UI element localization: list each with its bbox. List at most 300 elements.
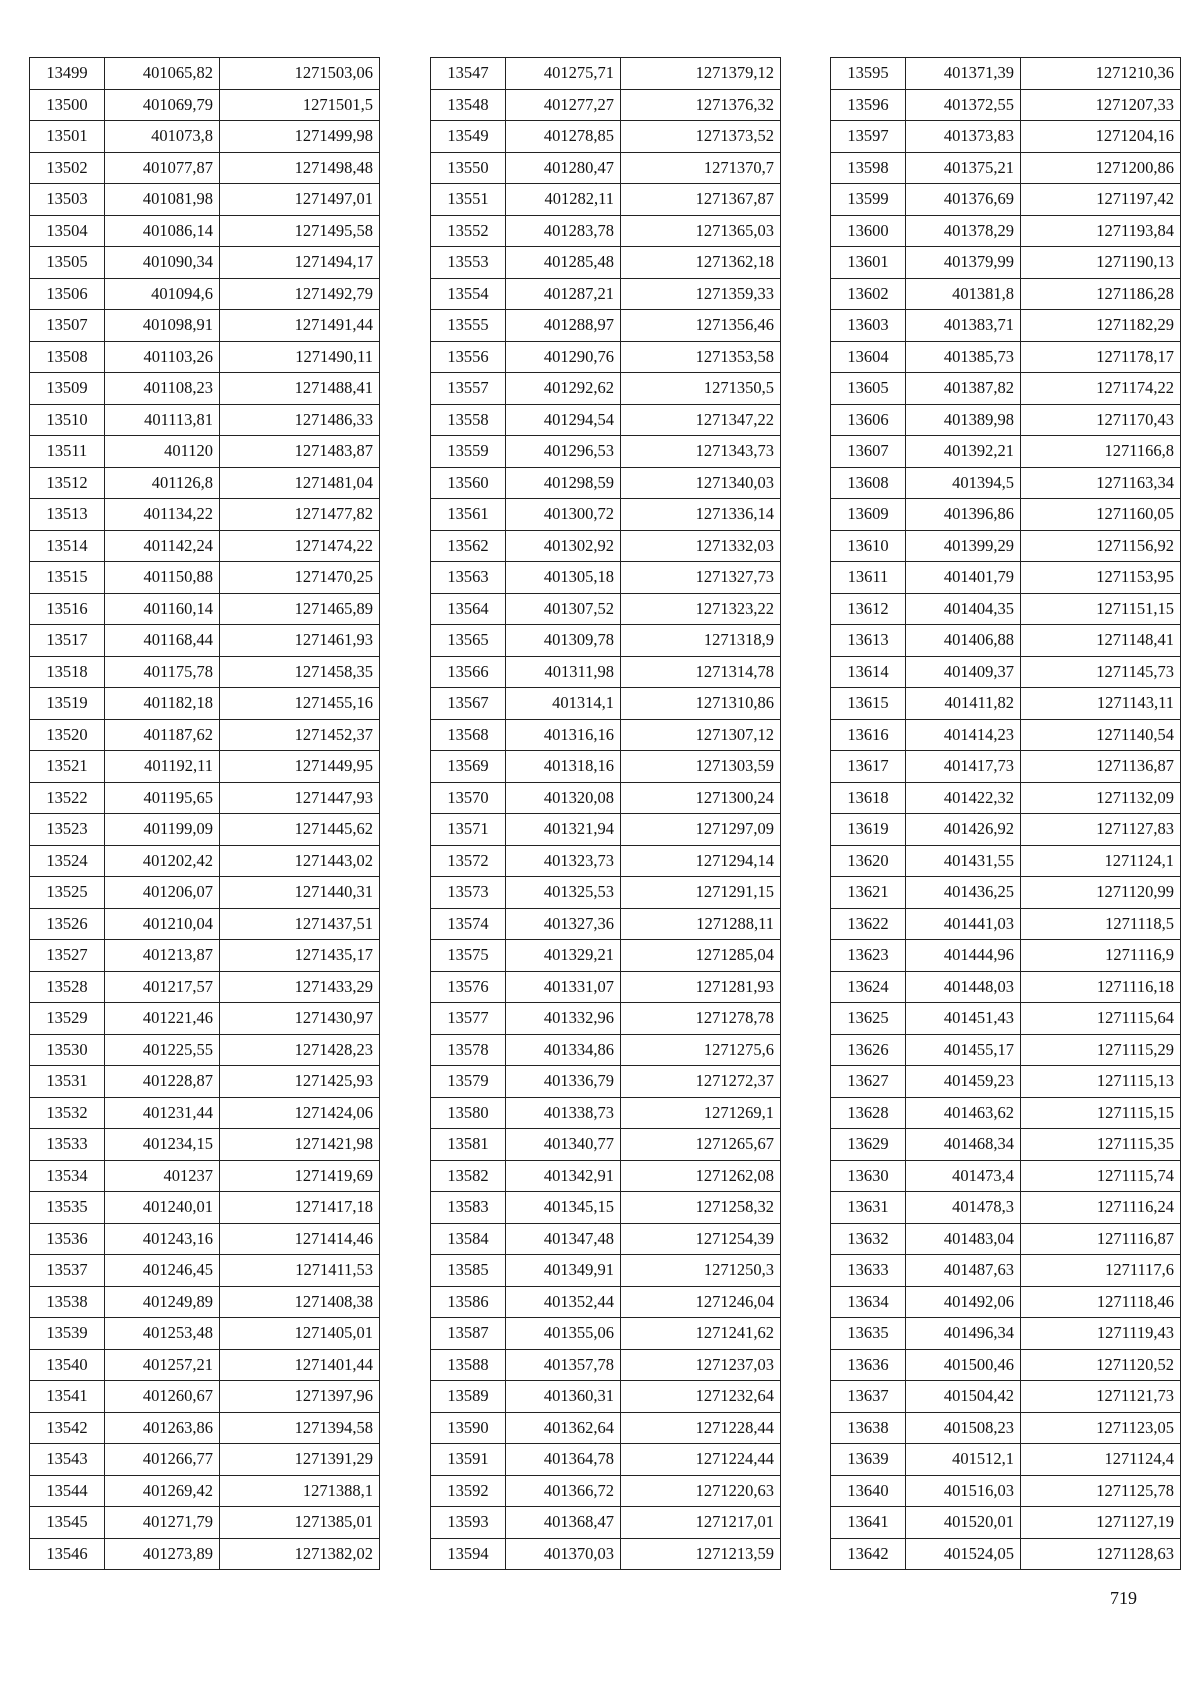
table-row [30,1223,380,1255]
table-row [30,404,380,436]
y-coordinate-cell: 1271115,74 [1021,1160,1181,1192]
table-row [30,341,380,373]
y-coordinate-cell: 1271121,73 [1021,1381,1181,1413]
table-row [30,89,380,121]
table-row [431,152,781,184]
point-number-cell: 13641 [831,1507,906,1539]
table-row [831,404,1181,436]
point-number-cell: 13517 [30,625,105,657]
point-number-cell: 13600 [831,215,906,247]
y-coordinate-cell: 1271145,73 [1021,656,1181,688]
y-coordinate-cell: 1271265,67 [621,1129,781,1161]
point-number-cell: 13579 [431,1066,506,1098]
table-row [831,215,1181,247]
y-coordinate-cell: 1271143,11 [1021,688,1181,720]
table-row [30,1066,380,1098]
point-number-cell: 13532 [30,1097,105,1129]
table-row [831,436,1181,468]
x-coordinate-cell: 401278,85 [506,121,621,153]
point-number-cell: 13605 [831,373,906,405]
point-number-cell: 13629 [831,1129,906,1161]
table-row [831,688,1181,720]
table-row [431,341,781,373]
point-number-cell: 13616 [831,719,906,751]
x-coordinate-cell: 401411,82 [906,688,1021,720]
point-number-cell: 13587 [431,1318,506,1350]
y-coordinate-cell: 1271449,95 [220,751,380,783]
y-coordinate-cell: 1271163,34 [1021,467,1181,499]
table-row [831,1160,1181,1192]
point-number-cell: 13566 [431,656,506,688]
point-number-cell: 13619 [831,814,906,846]
point-number-cell: 13602 [831,278,906,310]
y-coordinate-cell: 1271443,02 [220,845,380,877]
y-coordinate-cell: 1271353,58 [621,341,781,373]
point-number-cell: 13592 [431,1475,506,1507]
x-coordinate-cell: 401073,8 [105,121,220,153]
x-coordinate-cell: 401277,27 [506,89,621,121]
table-row [431,1444,781,1476]
x-coordinate-cell: 401103,26 [105,341,220,373]
x-coordinate-cell: 401285,48 [506,247,621,279]
x-coordinate-cell: 401459,23 [906,1066,1021,1098]
x-coordinate-cell: 401336,79 [506,1066,621,1098]
y-coordinate-cell: 1271327,73 [621,562,781,594]
x-coordinate-cell: 401392,21 [906,436,1021,468]
y-coordinate-cell: 1271458,35 [220,656,380,688]
point-number-cell: 13642 [831,1538,906,1570]
point-number-cell: 13519 [30,688,105,720]
point-number-cell: 13634 [831,1286,906,1318]
point-number-cell: 13569 [431,751,506,783]
table-row [30,656,380,688]
y-coordinate-cell: 1271397,96 [220,1381,380,1413]
table-row [431,656,781,688]
x-coordinate-cell: 401311,98 [506,656,621,688]
x-coordinate-cell: 401379,99 [906,247,1021,279]
point-number-cell: 13516 [30,593,105,625]
table-row [30,1034,380,1066]
table-row [30,1129,380,1161]
x-coordinate-cell: 401206,07 [105,877,220,909]
point-number-cell: 13604 [831,341,906,373]
table-row [30,971,380,1003]
y-coordinate-cell: 1271115,29 [1021,1034,1181,1066]
y-coordinate-cell: 1271490,11 [220,341,380,373]
x-coordinate-cell: 401431,55 [906,845,1021,877]
point-number-cell: 13638 [831,1412,906,1444]
y-coordinate-cell: 1271492,79 [220,278,380,310]
x-coordinate-cell: 401288,97 [506,310,621,342]
table-row [831,1223,1181,1255]
x-coordinate-cell: 401253,48 [105,1318,220,1350]
x-coordinate-cell: 401271,79 [105,1507,220,1539]
x-coordinate-cell: 401243,16 [105,1223,220,1255]
y-coordinate-cell: 1271408,38 [220,1286,380,1318]
x-coordinate-cell: 401332,96 [506,1003,621,1035]
x-coordinate-cell: 401372,55 [906,89,1021,121]
table-row [831,310,1181,342]
point-number-cell: 13533 [30,1129,105,1161]
y-coordinate-cell: 1271297,09 [621,814,781,846]
table-row [431,215,781,247]
table-row [30,877,380,909]
y-coordinate-cell: 1271127,19 [1021,1507,1181,1539]
point-number-cell: 13524 [30,845,105,877]
table-row [30,58,380,90]
x-coordinate-cell: 401275,71 [506,58,621,90]
x-coordinate-cell: 401417,73 [906,751,1021,783]
table-row [30,688,380,720]
point-number-cell: 13531 [30,1066,105,1098]
point-number-cell: 13627 [831,1066,906,1098]
point-number-cell: 13589 [431,1381,506,1413]
point-number-cell: 13538 [30,1286,105,1318]
x-coordinate-cell: 401349,91 [506,1255,621,1287]
y-coordinate-cell: 1271124,4 [1021,1444,1181,1476]
x-coordinate-cell: 401192,11 [105,751,220,783]
table-row [30,436,380,468]
table-row [431,1538,781,1570]
x-coordinate-cell: 401473,4 [906,1160,1021,1192]
table-row [831,656,1181,688]
table-row [831,562,1181,594]
point-number-cell: 13540 [30,1349,105,1381]
table-row [431,940,781,972]
point-number-cell: 13565 [431,625,506,657]
y-coordinate-cell: 1271125,78 [1021,1475,1181,1507]
y-coordinate-cell: 1271210,36 [1021,58,1181,90]
point-number-cell: 13559 [431,436,506,468]
table-row [431,1255,781,1287]
y-coordinate-cell: 1271440,31 [220,877,380,909]
point-number-cell: 13550 [431,152,506,184]
point-number-cell: 13557 [431,373,506,405]
x-coordinate-cell: 401383,71 [906,310,1021,342]
point-number-cell: 13537 [30,1255,105,1287]
point-number-cell: 13610 [831,530,906,562]
table-row [30,467,380,499]
point-number-cell: 13558 [431,404,506,436]
point-number-cell: 13505 [30,247,105,279]
x-coordinate-cell: 401199,09 [105,814,220,846]
x-coordinate-cell: 401292,62 [506,373,621,405]
table-row [30,1192,380,1224]
point-number-cell: 13572 [431,845,506,877]
x-coordinate-cell: 401496,34 [906,1318,1021,1350]
point-number-cell: 13501 [30,121,105,153]
x-coordinate-cell: 401444,96 [906,940,1021,972]
y-coordinate-cell: 1271336,14 [621,499,781,531]
point-number-cell: 13515 [30,562,105,594]
point-number-cell: 13586 [431,1286,506,1318]
table-row [831,1538,1181,1570]
table-row [30,121,380,153]
x-coordinate-cell: 401508,23 [906,1412,1021,1444]
table-row [831,940,1181,972]
y-coordinate-cell: 1271117,6 [1021,1255,1181,1287]
x-coordinate-cell: 401314,1 [506,688,621,720]
table-row [831,814,1181,846]
point-number-cell: 13574 [431,908,506,940]
point-number-cell: 13622 [831,908,906,940]
x-coordinate-cell: 401260,67 [105,1381,220,1413]
x-coordinate-cell: 401448,03 [906,971,1021,1003]
x-coordinate-cell: 401355,06 [506,1318,621,1350]
point-number-cell: 13595 [831,58,906,90]
y-coordinate-cell: 1271414,46 [220,1223,380,1255]
table-row [431,1003,781,1035]
y-coordinate-cell: 1271501,5 [220,89,380,121]
y-coordinate-cell: 1271115,35 [1021,1129,1181,1161]
x-coordinate-cell: 401483,04 [906,1223,1021,1255]
point-number-cell: 13507 [30,310,105,342]
point-number-cell: 13544 [30,1475,105,1507]
point-number-cell: 13526 [30,908,105,940]
x-coordinate-cell: 401327,36 [506,908,621,940]
table-row [30,751,380,783]
point-number-cell: 13580 [431,1097,506,1129]
point-number-cell: 13618 [831,782,906,814]
x-coordinate-cell: 401387,82 [906,373,1021,405]
y-coordinate-cell: 1271497,01 [220,184,380,216]
y-coordinate-cell: 1271488,41 [220,373,380,405]
point-number-cell: 13597 [831,121,906,153]
point-number-cell: 13556 [431,341,506,373]
x-coordinate-cell: 401282,11 [506,184,621,216]
table-row [431,278,781,310]
table-row [30,1160,380,1192]
y-coordinate-cell: 1271119,43 [1021,1318,1181,1350]
table-row [431,719,781,751]
table-row [431,1349,781,1381]
point-number-cell: 13518 [30,656,105,688]
y-coordinate-cell: 1271123,05 [1021,1412,1181,1444]
table-row [30,845,380,877]
y-coordinate-cell: 1271411,53 [220,1255,380,1287]
point-number-cell: 13617 [831,751,906,783]
table-row [431,247,781,279]
point-number-cell: 13553 [431,247,506,279]
y-coordinate-cell: 1271433,29 [220,971,380,1003]
table-row [30,1255,380,1287]
point-number-cell: 13502 [30,152,105,184]
x-coordinate-cell: 401077,87 [105,152,220,184]
point-number-cell: 13512 [30,467,105,499]
x-coordinate-cell: 401338,73 [506,1097,621,1129]
x-coordinate-cell: 401342,91 [506,1160,621,1192]
x-coordinate-cell: 401202,42 [105,845,220,877]
x-coordinate-cell: 401142,24 [105,530,220,562]
table-row [431,1412,781,1444]
x-coordinate-cell: 401404,35 [906,593,1021,625]
y-coordinate-cell: 1271288,11 [621,908,781,940]
point-number-cell: 13631 [831,1192,906,1224]
point-number-cell: 13624 [831,971,906,1003]
x-coordinate-cell: 401352,44 [506,1286,621,1318]
y-coordinate-cell: 1271116,24 [1021,1192,1181,1224]
y-coordinate-cell: 1271470,25 [220,562,380,594]
point-number-cell: 13601 [831,247,906,279]
y-coordinate-cell: 1271132,09 [1021,782,1181,814]
point-number-cell: 13503 [30,184,105,216]
y-coordinate-cell: 1271197,42 [1021,184,1181,216]
y-coordinate-cell: 1271343,73 [621,436,781,468]
table-row [431,184,781,216]
x-coordinate-cell: 401520,01 [906,1507,1021,1539]
table-row [831,1034,1181,1066]
table-row [831,1349,1181,1381]
x-coordinate-cell: 401347,48 [506,1223,621,1255]
table-row [30,215,380,247]
y-coordinate-cell: 1271128,63 [1021,1538,1181,1570]
x-coordinate-cell: 401334,86 [506,1034,621,1066]
point-number-cell: 13598 [831,152,906,184]
y-coordinate-cell: 1271370,7 [621,152,781,184]
table-row [831,1444,1181,1476]
table-row [30,1444,380,1476]
table-row [831,593,1181,625]
x-coordinate-cell: 401441,03 [906,908,1021,940]
y-coordinate-cell: 1271498,48 [220,152,380,184]
table-row [30,1097,380,1129]
table-row [30,814,380,846]
table-row [831,877,1181,909]
y-coordinate-cell: 1271116,9 [1021,940,1181,972]
table-row [431,1286,781,1318]
y-coordinate-cell: 1271310,86 [621,688,781,720]
y-coordinate-cell: 1271362,18 [621,247,781,279]
point-number-cell: 13542 [30,1412,105,1444]
y-coordinate-cell: 1271160,05 [1021,499,1181,531]
x-coordinate-cell: 401283,78 [506,215,621,247]
x-coordinate-cell: 401134,22 [105,499,220,531]
table-row [431,1192,781,1224]
table-row [831,341,1181,373]
table-row [431,436,781,468]
table-row [831,1129,1181,1161]
x-coordinate-cell: 401086,14 [105,215,220,247]
x-coordinate-cell: 401516,03 [906,1475,1021,1507]
x-coordinate-cell: 401269,42 [105,1475,220,1507]
y-coordinate-cell: 1271486,33 [220,404,380,436]
y-coordinate-cell: 1271116,18 [1021,971,1181,1003]
y-coordinate-cell: 1271425,93 [220,1066,380,1098]
table-row [831,1003,1181,1035]
point-number-cell: 13514 [30,530,105,562]
table-row [431,814,781,846]
x-coordinate-cell: 401360,31 [506,1381,621,1413]
table-row [831,184,1181,216]
point-number-cell: 13510 [30,404,105,436]
table-row [831,1255,1181,1287]
table-row [30,1507,380,1539]
y-coordinate-cell: 1271385,01 [220,1507,380,1539]
y-coordinate-cell: 1271127,83 [1021,814,1181,846]
y-coordinate-cell: 1271200,86 [1021,152,1181,184]
point-number-cell: 13637 [831,1381,906,1413]
y-coordinate-cell: 1271373,52 [621,121,781,153]
y-coordinate-cell: 1271445,62 [220,814,380,846]
x-coordinate-cell: 401524,05 [906,1538,1021,1570]
x-coordinate-cell: 401305,18 [506,562,621,594]
table-row [831,1318,1181,1350]
y-coordinate-cell: 1271275,6 [621,1034,781,1066]
point-number-cell: 13555 [431,310,506,342]
y-coordinate-cell: 1271237,03 [621,1349,781,1381]
point-number-cell: 13547 [431,58,506,90]
table-row [431,971,781,1003]
x-coordinate-cell: 401478,3 [906,1192,1021,1224]
point-number-cell: 13564 [431,593,506,625]
coordinate-table-1 [29,57,380,1570]
table-row [431,688,781,720]
y-coordinate-cell: 1271452,37 [220,719,380,751]
y-coordinate-cell: 1271359,33 [621,278,781,310]
point-number-cell: 13582 [431,1160,506,1192]
point-number-cell: 13571 [431,814,506,846]
x-coordinate-cell: 401357,78 [506,1349,621,1381]
x-coordinate-cell: 401378,29 [906,215,1021,247]
y-coordinate-cell: 1271166,8 [1021,436,1181,468]
table-row [30,184,380,216]
y-coordinate-cell: 1271455,16 [220,688,380,720]
point-number-cell: 13578 [431,1034,506,1066]
x-coordinate-cell: 401217,57 [105,971,220,1003]
point-number-cell: 13563 [431,562,506,594]
x-coordinate-cell: 401422,32 [906,782,1021,814]
y-coordinate-cell: 1271323,22 [621,593,781,625]
point-number-cell: 13639 [831,1444,906,1476]
point-number-cell: 13632 [831,1223,906,1255]
point-number-cell: 13593 [431,1507,506,1539]
x-coordinate-cell: 401266,77 [105,1444,220,1476]
table-row [431,1097,781,1129]
table-row [30,562,380,594]
y-coordinate-cell: 1271156,92 [1021,530,1181,562]
y-coordinate-cell: 1271300,24 [621,782,781,814]
y-coordinate-cell: 1271499,98 [220,121,380,153]
table-row [30,1286,380,1318]
point-number-cell: 13591 [431,1444,506,1476]
y-coordinate-cell: 1271193,84 [1021,215,1181,247]
table-row [30,1412,380,1444]
x-coordinate-cell: 401234,15 [105,1129,220,1161]
x-coordinate-cell: 401318,16 [506,751,621,783]
y-coordinate-cell: 1271294,14 [621,845,781,877]
y-coordinate-cell: 1271314,78 [621,656,781,688]
y-coordinate-cell: 1271477,82 [220,499,380,531]
point-number-cell: 13633 [831,1255,906,1287]
x-coordinate-cell: 401396,86 [906,499,1021,531]
y-coordinate-cell: 1271136,87 [1021,751,1181,783]
x-coordinate-cell: 401081,98 [105,184,220,216]
point-number-cell: 13546 [30,1538,105,1570]
x-coordinate-cell: 401120 [105,436,220,468]
x-coordinate-cell: 401409,37 [906,656,1021,688]
x-coordinate-cell: 401492,06 [906,1286,1021,1318]
x-coordinate-cell: 401366,72 [506,1475,621,1507]
table-row [30,278,380,310]
y-coordinate-cell: 1271217,01 [621,1507,781,1539]
y-coordinate-cell: 1271332,03 [621,530,781,562]
point-number-cell: 13640 [831,1475,906,1507]
y-coordinate-cell: 1271224,44 [621,1444,781,1476]
table-row [30,152,380,184]
x-coordinate-cell: 401504,42 [906,1381,1021,1413]
table-row [831,152,1181,184]
x-coordinate-cell: 401325,53 [506,877,621,909]
